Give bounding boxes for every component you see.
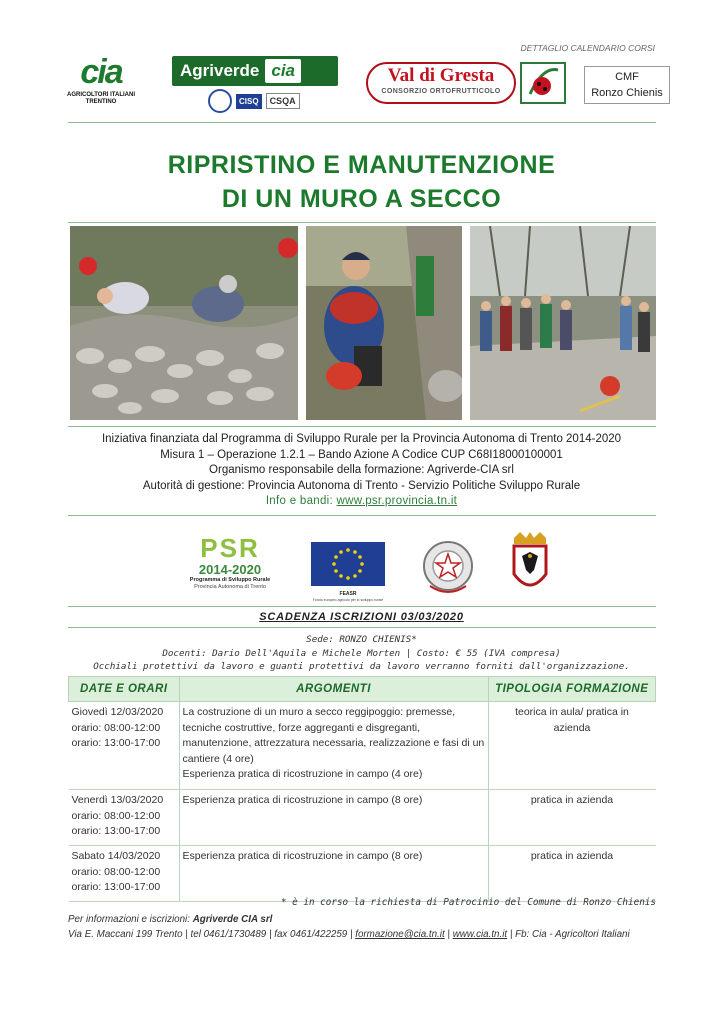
cia-logo bbox=[60, 52, 142, 114]
psr-link[interactable]: www.psr.provincia.tn.it bbox=[336, 495, 458, 508]
agriverde-cia-mark: cia bbox=[265, 59, 301, 83]
schedule-table bbox=[68, 676, 656, 902]
trentino-coat-of-arms-icon bbox=[508, 530, 552, 598]
csqa-badge: CSQA bbox=[266, 93, 300, 109]
topic-line: La costruzione di un muro a secco reggipoggio: premesse, bbox=[182, 706, 456, 718]
info-label: Info e bandi: bbox=[265, 495, 337, 508]
type-line: pratica in azienda bbox=[530, 850, 614, 862]
cmf-line1: CMF bbox=[615, 71, 639, 83]
cia-logo-line2: TRENTINO bbox=[85, 99, 117, 105]
psr-logo-sub2: Provincia Autonoma di Trento bbox=[194, 584, 266, 590]
course-title-line2: DI UN MURO A SECCO bbox=[221, 185, 502, 213]
vdg-title: Val di Gresta bbox=[387, 65, 495, 86]
info-rule bbox=[68, 515, 656, 516]
info-line4: Autorità di gestione: Provincia Autonoma di Trento - Servizio Politiche Sviluppo Rurale bbox=[142, 479, 581, 492]
time-morning: orario: 08:00-12:00 bbox=[71, 865, 161, 878]
topic-line: cantiere (4 ore) bbox=[182, 752, 254, 765]
venue-text: Sede: RONZO CHIENIS* bbox=[306, 634, 417, 645]
row-type bbox=[488, 846, 656, 902]
course-title-line1: RIPRISTINO E MANUTENZIONE bbox=[167, 151, 556, 179]
deadline-rule bbox=[68, 627, 656, 628]
date-text: Venerdì 13/03/2020 bbox=[71, 794, 164, 806]
topic-line: tecniche costruttive, forze aggreganti e disgreganti, bbox=[182, 721, 421, 734]
row-topics bbox=[179, 790, 488, 846]
type-line: azienda bbox=[553, 721, 591, 734]
date-text: Giovedì 12/03/2020 bbox=[71, 706, 164, 718]
vdg-subtitle: CONSORZIO ORTOFRUTTICOLO bbox=[381, 88, 501, 95]
registration-deadline: SCADENZA ISCRIZIONI 03/03/2020 bbox=[259, 611, 464, 623]
title-rule bbox=[68, 222, 656, 223]
header-dates: DATE E ORARI bbox=[69, 677, 180, 702]
contact-sep: | bbox=[444, 929, 453, 940]
info-line3: Organismo responsabile della formazione: Agriverde-CIA srl bbox=[209, 464, 514, 477]
header-rule bbox=[68, 122, 656, 123]
time-morning: orario: 08:00-12:00 bbox=[71, 809, 161, 822]
cmf-line2: Ronzo Chienis bbox=[591, 87, 663, 99]
header-note: DETTAGLIO CALENDARIO CORSI bbox=[520, 43, 655, 53]
cmf-logo bbox=[584, 66, 670, 104]
italian-republic-emblem-icon bbox=[420, 536, 476, 598]
course-title bbox=[0, 148, 723, 216]
feasr-label: FEASR bbox=[339, 591, 357, 597]
row-topics bbox=[179, 846, 488, 902]
topic-line: Esperienza pratica di ricostruzione in campo (4 ore) bbox=[182, 768, 423, 780]
val-di-gresta-logo bbox=[366, 62, 516, 104]
row-type bbox=[488, 702, 656, 790]
contact-label: Per informazioni e iscrizioni: bbox=[68, 914, 193, 925]
cia-logo-mark: cia bbox=[80, 53, 122, 91]
eu-feasr-logo bbox=[311, 542, 385, 602]
website-link[interactable]: www.cia.tn.it bbox=[452, 929, 508, 940]
psr-logo-title: PSR bbox=[200, 533, 260, 563]
topic-line: manutenzione, attrezzatura necessaria, realizzazione e fasi di un bbox=[182, 737, 485, 749]
equipment-text: Occhiali protettivi da lavoro e guanti protettivi da lavoro verranno forniti dall'organizzazione. bbox=[93, 661, 630, 673]
photo-group bbox=[470, 226, 656, 420]
time-morning: orario: 08:00-12:00 bbox=[71, 721, 161, 734]
topic-line: Esperienza pratica di ricostruzione in campo (8 ore) bbox=[182, 794, 423, 806]
cia-logo-line1: AGRICOLTORI ITALIANI bbox=[67, 92, 135, 98]
photo-strip bbox=[70, 226, 656, 420]
psr-logo-years: 2014-2020 bbox=[198, 562, 262, 577]
cisq-badge: CISQ bbox=[236, 94, 262, 109]
table-row bbox=[69, 702, 656, 790]
header-type: TIPOLOGIA FORMAZIONE bbox=[488, 677, 656, 702]
feasr-sub: Fondo europeo agricolo per lo sviluppo rurale bbox=[312, 598, 384, 602]
photo-stone-work bbox=[70, 226, 298, 420]
table-row bbox=[69, 846, 656, 902]
logos-rule bbox=[68, 606, 656, 607]
photo-rule bbox=[68, 426, 656, 427]
psr-logo bbox=[185, 534, 275, 600]
facebook-text: | Fb: Cia - Agricoltori Italiani bbox=[507, 929, 630, 940]
psr-logo-sub1: Programma di Sviluppo Rurale bbox=[189, 577, 271, 583]
row-type bbox=[488, 790, 656, 846]
type-line: pratica in azienda bbox=[530, 794, 614, 806]
header-topics: ARGOMENTI bbox=[179, 677, 488, 702]
photo-worker bbox=[306, 226, 462, 420]
ladybug-emblem-icon bbox=[520, 62, 566, 104]
topic-line: Esperienza pratica di ricostruzione in campo (8 ore) bbox=[182, 850, 423, 862]
row-dates bbox=[69, 846, 180, 902]
funding-info bbox=[0, 432, 723, 510]
certification-logos bbox=[172, 89, 338, 113]
info-line1: Iniziativa finanziata dal Programma di Sviluppo Rurale per la Provincia Autonoma di Trento 2014-2020 bbox=[101, 433, 622, 445]
teachers-cost-text: Docenti: Dario Dell'Aquila e Michele Morten | Costo: € 55 (IVA compresa) bbox=[162, 647, 561, 659]
contact-address: Via E. Maccani 199 Trento | tel 0461/1730489 | fax 0461/422259 | bbox=[68, 929, 356, 940]
eu-flag-icon bbox=[311, 542, 385, 586]
course-details bbox=[0, 633, 723, 674]
time-afternoon: orario: 13:00-17:00 bbox=[71, 825, 161, 837]
time-afternoon: orario: 13:00-17:00 bbox=[71, 737, 161, 749]
iqnet-seal-icon bbox=[208, 89, 232, 113]
contact-info bbox=[68, 912, 630, 942]
email-link[interactable]: formazione@cia.tn.it bbox=[355, 929, 445, 940]
agriverde-label: Agriverde bbox=[180, 61, 260, 80]
type-line: teorica in aula/ pratica in bbox=[515, 706, 629, 718]
time-afternoon: orario: 13:00-17:00 bbox=[71, 881, 161, 893]
date-text: Sabato 14/03/2020 bbox=[71, 850, 161, 862]
row-dates bbox=[69, 702, 180, 790]
info-line2: Misura 1 – Operazione 1.2.1 – Bando Azione A Codice CUP C68I18000100001 bbox=[160, 448, 563, 461]
schedule-header-row bbox=[69, 677, 656, 702]
table-row bbox=[69, 790, 656, 846]
row-dates bbox=[69, 790, 180, 846]
patronage-note: * è in corso la richiesta di Patrocinio del Comune di Ronzo Chienis bbox=[280, 897, 656, 908]
agriverde-logo bbox=[172, 56, 338, 118]
row-topics bbox=[179, 702, 488, 790]
contact-org: Agriverde CIA srl bbox=[192, 914, 273, 925]
